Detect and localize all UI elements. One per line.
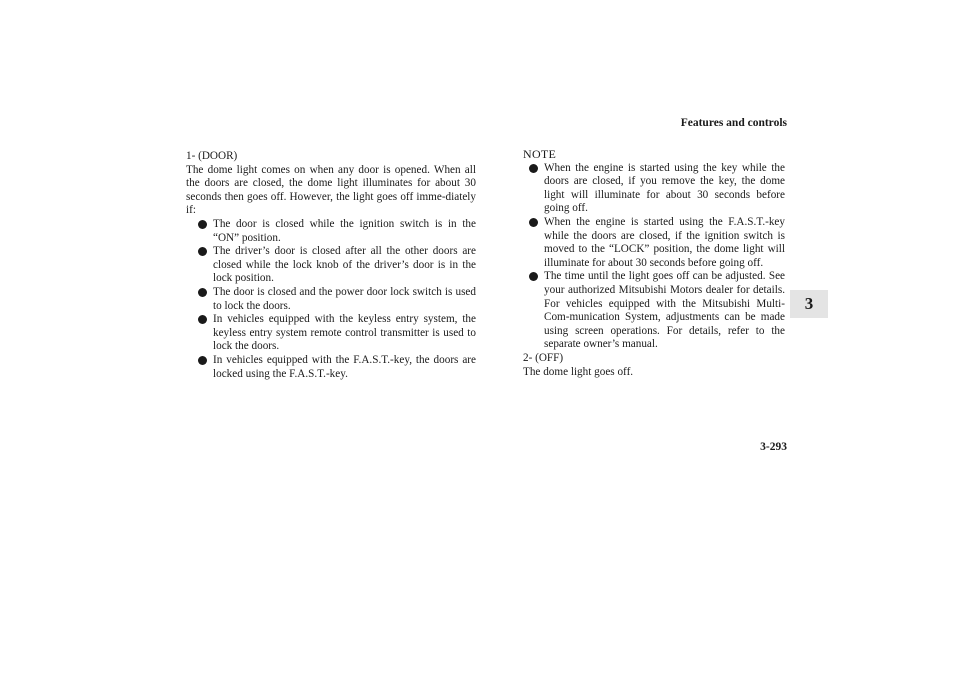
off-text: The dome light goes off.	[523, 365, 634, 378]
list-item	[198, 354, 476, 381]
list-item-text: The driver’s door is closed after all the other doors are closed while the lock knob of the driver’s door is in the lock position.	[213, 245, 476, 285]
bullet-icon	[198, 315, 207, 324]
list-item-text: In vehicles equipped with the F.A.S.T.-key, the doors are locked using the F.A.S.T.-key.	[213, 353, 476, 380]
bullet-icon	[529, 164, 538, 173]
list-item	[529, 216, 785, 270]
list-item-text: The time until the light goes off can be adjusted. See your authorized Mitsubishi Motors dealer for details. For vehicles equipped with the Mitsubishi Multi-Com-munication System, adjustments can be made using screen operations. For details, refer to the separate owner’s manual.	[544, 270, 785, 351]
note-bullet-list	[529, 162, 785, 352]
list-item	[529, 270, 785, 352]
bullet-icon	[529, 272, 538, 281]
bullet-icon	[198, 356, 207, 365]
right-column	[523, 148, 785, 379]
list-item-text: The door is closed and the power door lock switch is used to lock the doors.	[213, 285, 476, 312]
page-number: 3-293	[760, 441, 787, 453]
off-heading: 2- (OFF)	[523, 351, 564, 364]
door-intro: The dome light comes on when any door is opened. When all the doors are closed, the dome light illuminates for about 30 seconds then goes off. However, the light goes off imme-diately if:	[186, 163, 476, 217]
left-column	[186, 150, 476, 381]
bullet-icon	[198, 288, 207, 297]
list-item-text: In vehicles equipped with the keyless entry system, the keyless entry system remote control transmitter is used to lock the doors.	[213, 313, 476, 353]
bullet-icon	[198, 247, 207, 256]
list-item-text: The door is closed while the ignition switch is in the “ON” position.	[213, 217, 476, 244]
door-bullet-list	[186, 218, 476, 381]
page-header-title: Features and controls	[680, 117, 787, 129]
door-heading: 1- (DOOR)	[186, 150, 238, 162]
list-item	[198, 313, 476, 354]
bullet-icon	[198, 220, 207, 229]
list-item-text: When the engine is started using the F.A.S.T.-key while the doors are closed, if the ignition switch is moved to the “LOCK” position, the dome light will illuminate for about 30 seconds before going off.	[544, 215, 785, 269]
list-item-text: When the engine is started using the key while the doors are closed, if you remove the key, the dome light will illuminate for about 30 seconds before going off.	[544, 161, 785, 215]
note-label: NOTE	[523, 147, 557, 161]
list-item	[198, 218, 476, 245]
list-item	[529, 162, 785, 216]
chapter-tab-label: 3	[804, 294, 814, 313]
list-item	[198, 245, 476, 286]
note-block	[523, 148, 785, 162]
bullet-icon	[529, 218, 538, 227]
chapter-tab	[790, 290, 828, 318]
list-item	[198, 286, 476, 313]
